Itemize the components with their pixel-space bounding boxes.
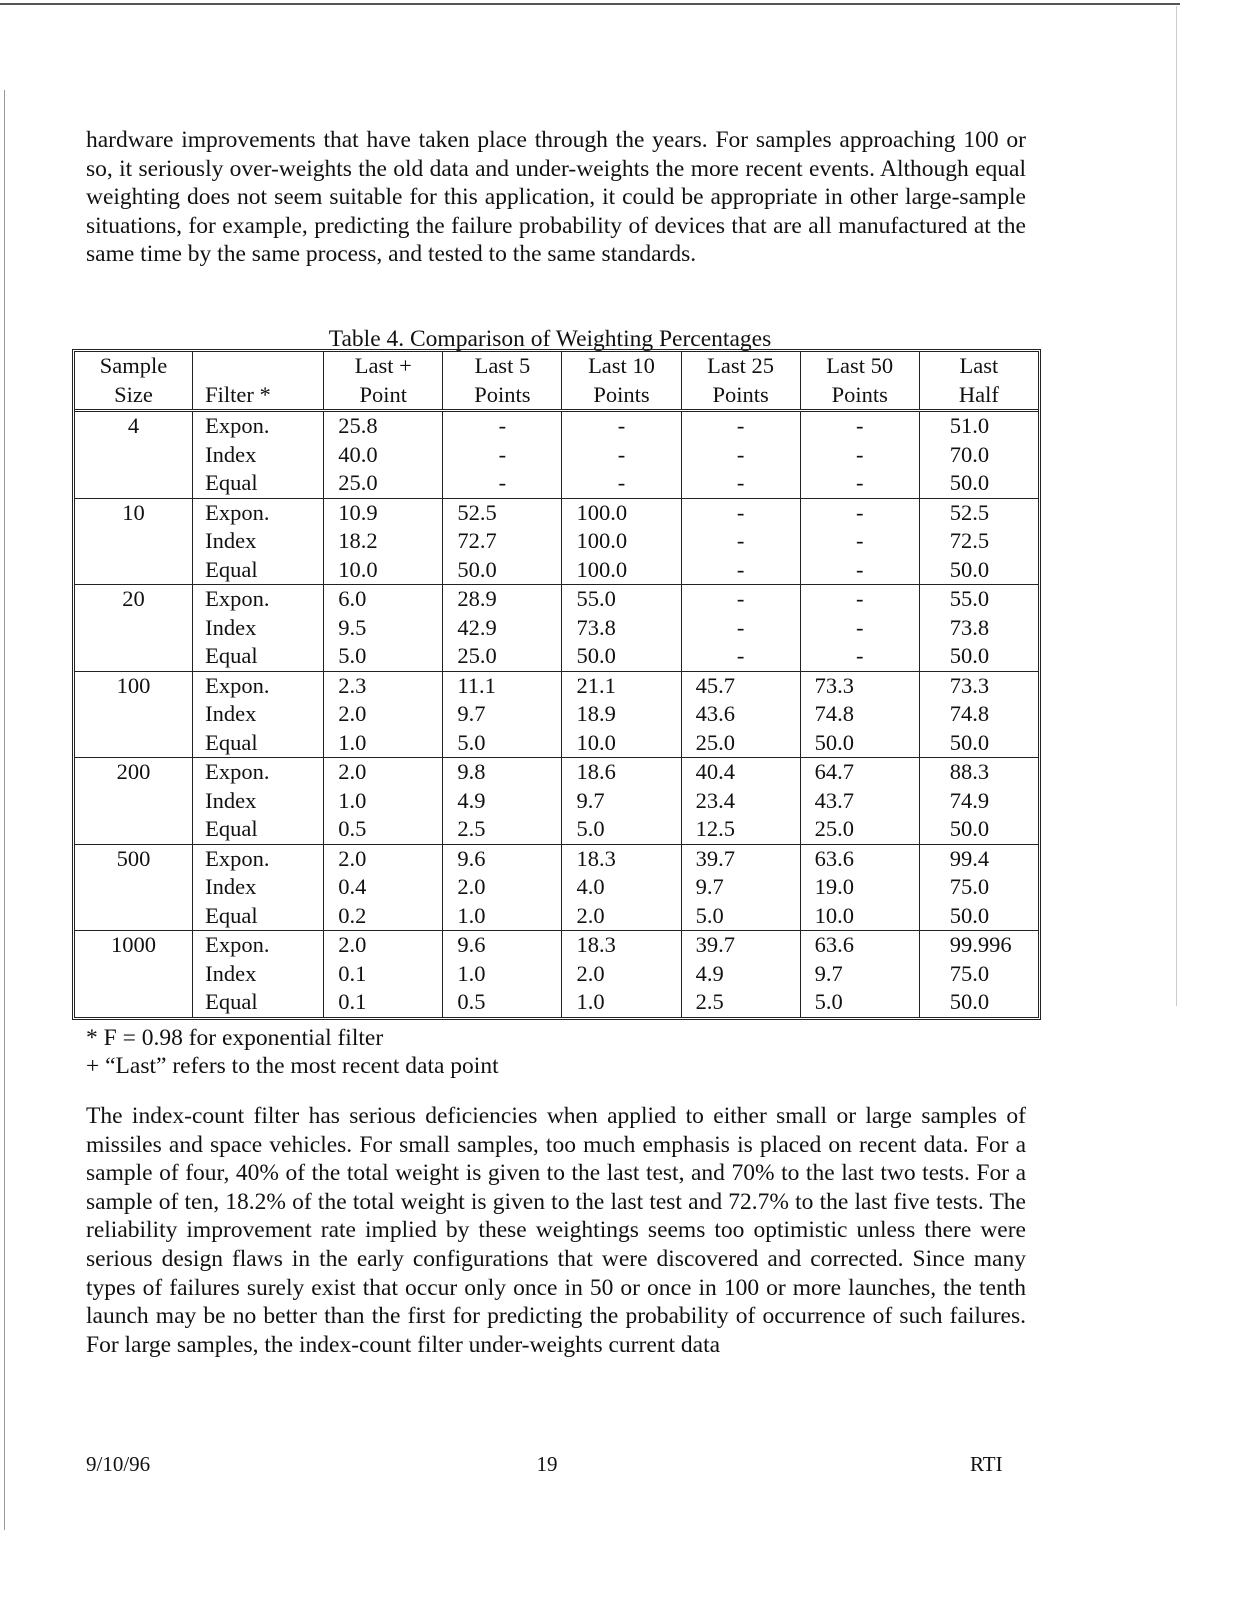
value: 0.4 <box>338 874 367 899</box>
value-cell-last25 <box>681 411 800 499</box>
value: 1.0 <box>576 989 605 1014</box>
header-last-5: Last 5 Points <box>443 352 562 411</box>
value: 0.2 <box>338 902 367 928</box>
value: 0.1 <box>338 960 367 986</box>
header-sample-size: Sample Size <box>75 352 193 411</box>
value-cell-last25 <box>681 671 800 758</box>
value: 5.0 <box>695 902 724 928</box>
value: 5.0 <box>814 989 843 1014</box>
value: 21.1 <box>576 672 616 698</box>
value-cell-last5 <box>443 411 562 499</box>
value: 52.5 <box>457 499 497 525</box>
value: 99.996 <box>949 932 1012 957</box>
value: 42.9 <box>457 614 497 640</box>
value: 73.3 <box>814 672 855 698</box>
value: 25.0 <box>338 470 378 495</box>
value: 25.0 <box>695 729 735 755</box>
filter-cell <box>193 498 324 585</box>
value-cell-last50 <box>800 671 919 758</box>
filter-label: Equal <box>205 729 258 755</box>
value: 12.5 <box>695 816 735 841</box>
scan-edge-right <box>1176 6 1177 1006</box>
filter-label: Expon. <box>205 672 270 698</box>
value: 55.0 <box>949 586 990 611</box>
value: - <box>736 528 745 553</box>
value-cell-last5 <box>443 671 562 758</box>
value: 88.3 <box>949 759 990 784</box>
value-cell-last10 <box>562 931 681 1017</box>
value: 63.6 <box>814 932 855 957</box>
filter-label: Equal <box>205 902 258 928</box>
value: 51.0 <box>949 413 990 438</box>
value: 2.0 <box>338 759 367 784</box>
value: 2.3 <box>338 672 367 698</box>
value-cell-last50 <box>800 411 919 499</box>
value: 73.8 <box>576 614 616 640</box>
value: 50.0 <box>949 729 990 755</box>
value: 18.6 <box>576 759 616 784</box>
value: 9.5 <box>338 614 367 640</box>
filter-label: Expon. <box>205 932 270 957</box>
value: 0.1 <box>338 989 367 1014</box>
filter-label: Index <box>205 614 257 640</box>
filter-label: Expon. <box>205 845 270 871</box>
value: 40.4 <box>695 759 735 784</box>
filter-label: Index <box>205 441 257 467</box>
value: 19.0 <box>814 874 855 899</box>
value: 2.5 <box>695 989 724 1014</box>
value: - <box>617 470 626 495</box>
value: 99.4 <box>949 845 990 871</box>
table-row <box>75 671 1038 758</box>
value: 39.7 <box>695 932 735 957</box>
value: - <box>855 556 864 582</box>
filter-cell <box>193 931 324 1017</box>
value: 18.2 <box>338 528 378 553</box>
value: 39.7 <box>695 845 735 871</box>
value: 2.5 <box>457 816 486 841</box>
value-cell-last1 <box>324 498 443 585</box>
table-row <box>75 411 1038 499</box>
value: 25.0 <box>457 643 497 668</box>
sample-size-cell: 10 <box>75 498 193 585</box>
value: 50.0 <box>949 643 990 668</box>
value: - <box>855 499 864 525</box>
header-filter: Filter * <box>193 352 324 411</box>
footnote-exponential: * F = 0.98 for exponential filter <box>86 1025 384 1051</box>
value: 1.0 <box>338 729 367 755</box>
value: 9.7 <box>576 787 605 813</box>
value: 100.0 <box>576 528 628 553</box>
value: 50.0 <box>949 902 990 928</box>
footer-date: 9/10/96 <box>86 1452 151 1476</box>
value: 50.0 <box>949 816 990 841</box>
value: 18.9 <box>576 701 616 726</box>
value: 43.7 <box>814 787 855 813</box>
value: 9.7 <box>457 701 486 726</box>
filter-cell <box>193 671 324 758</box>
value-cell-last50 <box>800 585 919 672</box>
body-paragraph-1: hardware improvements that have taken place through the years. For samples approaching 100 or so, it seriously over-weights the old data and under-weights the more recent events. Although equal weighting does not seem suitable for this application, it could be appropriate in other large-sample situations, for example, predicting the failure probability of devices that are all manufactured at the same time by the same process, and tested to the same standards. <box>86 127 1026 268</box>
value-cell-last25 <box>681 844 800 931</box>
value: - <box>736 586 745 611</box>
filter-label: Index <box>205 528 257 553</box>
value: 1.0 <box>457 902 486 928</box>
value: - <box>736 643 745 668</box>
value: 74.8 <box>814 701 855 726</box>
value: - <box>736 470 745 495</box>
value-cell-last10 <box>562 758 681 845</box>
footer-organization: RTI <box>970 1452 1003 1476</box>
value: 25.0 <box>814 816 855 841</box>
header-last-10: Last 10 Points <box>562 352 681 411</box>
value: 52.5 <box>949 499 990 525</box>
value: 2.0 <box>338 701 367 726</box>
value: 0.5 <box>338 816 367 841</box>
value-cell-last10 <box>562 411 681 499</box>
value: 5.0 <box>338 643 367 668</box>
filter-cell <box>193 585 324 672</box>
filter-label: Expon. <box>205 413 270 438</box>
value: - <box>736 441 745 467</box>
value-cell-last10 <box>562 585 681 672</box>
table-row <box>75 758 1038 845</box>
table-caption: Table 4. Comparison of Weighting Percentages <box>328 326 772 352</box>
filter-label: Equal <box>205 816 258 841</box>
body-paragraph-2: The index-count filter has serious deficiencies when applied to either small or large samples of missiles and space vehicles. For small samples, too much emphasis is placed on recent data. For a sample of four, 40% of the total weight is given to the last test, and 70% to the last two tests. For a sample of ten, 18.2% of the total weight is given to the last test and 72.7% to the last five tests. The reliability improvement rate implied by these weightings seems too optimistic unless there were serious design flaws in the early configurations that were discovered and corrected. Since many types of failures surely exist that occur only once in 50 or once in 100 or more launches, the tenth launch may be no better than the first for predicting the probability of occurrence of such failures. For large samples, the index-count filter under-weights current data <box>86 1103 1026 1358</box>
value: 10.9 <box>338 499 378 525</box>
header-last-point: Last + Point <box>324 352 443 411</box>
value: 5.0 <box>457 729 486 755</box>
value: 23.4 <box>695 787 735 813</box>
value: 74.8 <box>949 701 990 726</box>
filter-label: Equal <box>205 470 258 495</box>
value: 11.1 <box>457 672 496 698</box>
value: 45.7 <box>695 672 735 698</box>
page-number: 19 <box>536 1452 558 1476</box>
value: 2.0 <box>576 960 605 986</box>
value: 55.0 <box>576 586 616 611</box>
value: 50.0 <box>814 729 855 755</box>
sample-size-cell: 100 <box>75 671 193 758</box>
value-cell-last5 <box>443 585 562 672</box>
header-last-25: Last 25 Points <box>681 352 800 411</box>
footnote-last: + “Last” refers to the most recent data point <box>86 1053 499 1079</box>
value: 1.0 <box>338 787 367 813</box>
value: 50.0 <box>949 470 990 495</box>
value: - <box>855 528 864 553</box>
value: - <box>736 413 745 438</box>
value: 75.0 <box>949 960 990 986</box>
value: 9.7 <box>695 874 724 899</box>
filter-label: Equal <box>205 556 258 582</box>
value: - <box>855 586 864 611</box>
value: 100.0 <box>576 499 628 525</box>
value-cell-half <box>919 411 1038 499</box>
value-cell-last1 <box>324 585 443 672</box>
value-cell-last5 <box>443 931 562 1017</box>
scan-edge-left <box>4 90 5 1530</box>
value-cell-last1 <box>324 411 443 499</box>
value: 73.8 <box>949 614 990 640</box>
header-last-half: Last Half <box>919 352 1038 411</box>
value: - <box>498 413 507 438</box>
value: - <box>855 441 864 467</box>
sample-size-cell: 4 <box>127 413 140 438</box>
value-cell-last50 <box>800 498 919 585</box>
value-cell-last10 <box>562 671 681 758</box>
filter-label: Index <box>205 787 257 813</box>
value: 10.0 <box>338 556 378 582</box>
value: - <box>736 499 745 525</box>
value: 72.5 <box>949 528 990 553</box>
value: - <box>617 413 626 438</box>
filter-cell <box>193 844 324 931</box>
value: 28.9 <box>457 586 497 611</box>
value: 63.6 <box>814 845 855 871</box>
value: - <box>855 470 864 495</box>
value-cell-half <box>919 585 1038 672</box>
weighting-table <box>72 349 1041 1020</box>
sample-size-cell: 1000 <box>75 931 193 1017</box>
value-cell-last25 <box>681 585 800 672</box>
value: 73.3 <box>949 672 990 698</box>
value: - <box>736 614 745 640</box>
value-cell-last10 <box>562 844 681 931</box>
value-cell-last1 <box>324 758 443 845</box>
value: 2.0 <box>457 874 486 899</box>
value-cell-half <box>919 758 1038 845</box>
value: 70.0 <box>949 441 990 467</box>
value-cell-last1 <box>324 844 443 931</box>
value-cell-last1 <box>324 671 443 758</box>
value-cell-half <box>919 844 1038 931</box>
filter-cell <box>193 411 324 499</box>
value: 50.0 <box>457 556 497 582</box>
value-cell-half <box>919 931 1038 1017</box>
filter-label: Equal <box>205 989 258 1014</box>
filter-label: Expon. <box>205 586 270 611</box>
value-cell-half <box>919 671 1038 758</box>
value: 74.9 <box>949 787 990 813</box>
filter-cell <box>193 758 324 845</box>
value-cell-last5 <box>443 844 562 931</box>
value: 100.0 <box>576 556 628 582</box>
value: 64.7 <box>814 759 855 784</box>
value: 50.0 <box>949 989 990 1014</box>
value: 9.7 <box>814 960 843 986</box>
value-cell-last5 <box>443 498 562 585</box>
value: 6.0 <box>338 586 367 611</box>
value: 10.0 <box>814 902 855 928</box>
value: 4.0 <box>576 874 605 899</box>
value: - <box>498 441 507 467</box>
value-cell-last10 <box>562 498 681 585</box>
table-row <box>75 844 1038 931</box>
value: 50.0 <box>576 643 616 668</box>
table-body <box>75 411 1038 1017</box>
filter-label: Index <box>205 874 257 899</box>
value: 18.3 <box>576 845 616 871</box>
value: - <box>855 643 864 668</box>
sample-size-cell: 200 <box>75 758 193 845</box>
value: 40.0 <box>338 441 378 467</box>
value: 2.0 <box>338 845 367 871</box>
value: 5.0 <box>576 816 605 841</box>
value: - <box>855 413 864 438</box>
value: 1.0 <box>457 960 486 986</box>
table-row <box>75 931 1038 1017</box>
sample-size-cell: 500 <box>75 844 193 931</box>
value: - <box>855 614 864 640</box>
value: 4.9 <box>457 787 486 813</box>
value-cell-last50 <box>800 931 919 1017</box>
value-cell-last50 <box>800 844 919 931</box>
value: - <box>498 470 507 495</box>
value-cell-last25 <box>681 498 800 585</box>
value: 25.8 <box>338 413 378 438</box>
value-cell-last5 <box>443 758 562 845</box>
value-cell-last50 <box>800 758 919 845</box>
value: - <box>617 441 626 467</box>
table-row <box>75 498 1038 585</box>
table-row <box>75 585 1038 672</box>
filter-label: Index <box>205 701 257 726</box>
value: 43.6 <box>695 701 735 726</box>
value: 9.6 <box>457 845 486 871</box>
value: 18.3 <box>576 932 616 957</box>
sample-size-cell: 20 <box>75 585 193 672</box>
scan-edge-top <box>0 3 1180 5</box>
value: 2.0 <box>338 932 367 957</box>
value: 9.8 <box>457 759 486 784</box>
value: 10.0 <box>576 729 616 755</box>
value: 72.7 <box>457 528 497 553</box>
table-header-row <box>75 352 1038 411</box>
value: 9.6 <box>457 932 486 957</box>
value: 75.0 <box>949 874 990 899</box>
value: 50.0 <box>949 556 990 582</box>
value-cell-last25 <box>681 758 800 845</box>
value: - <box>736 556 745 582</box>
filter-label: Expon. <box>205 499 270 525</box>
value: 4.9 <box>695 960 724 986</box>
filter-label: Equal <box>205 643 258 668</box>
filter-label: Expon. <box>205 759 270 784</box>
value: 0.5 <box>457 989 486 1014</box>
value-cell-half <box>919 498 1038 585</box>
value-cell-last1 <box>324 931 443 1017</box>
header-last-50: Last 50 Points <box>800 352 919 411</box>
filter-label: Index <box>205 960 257 986</box>
value: 2.0 <box>576 902 605 928</box>
value-cell-last25 <box>681 931 800 1017</box>
